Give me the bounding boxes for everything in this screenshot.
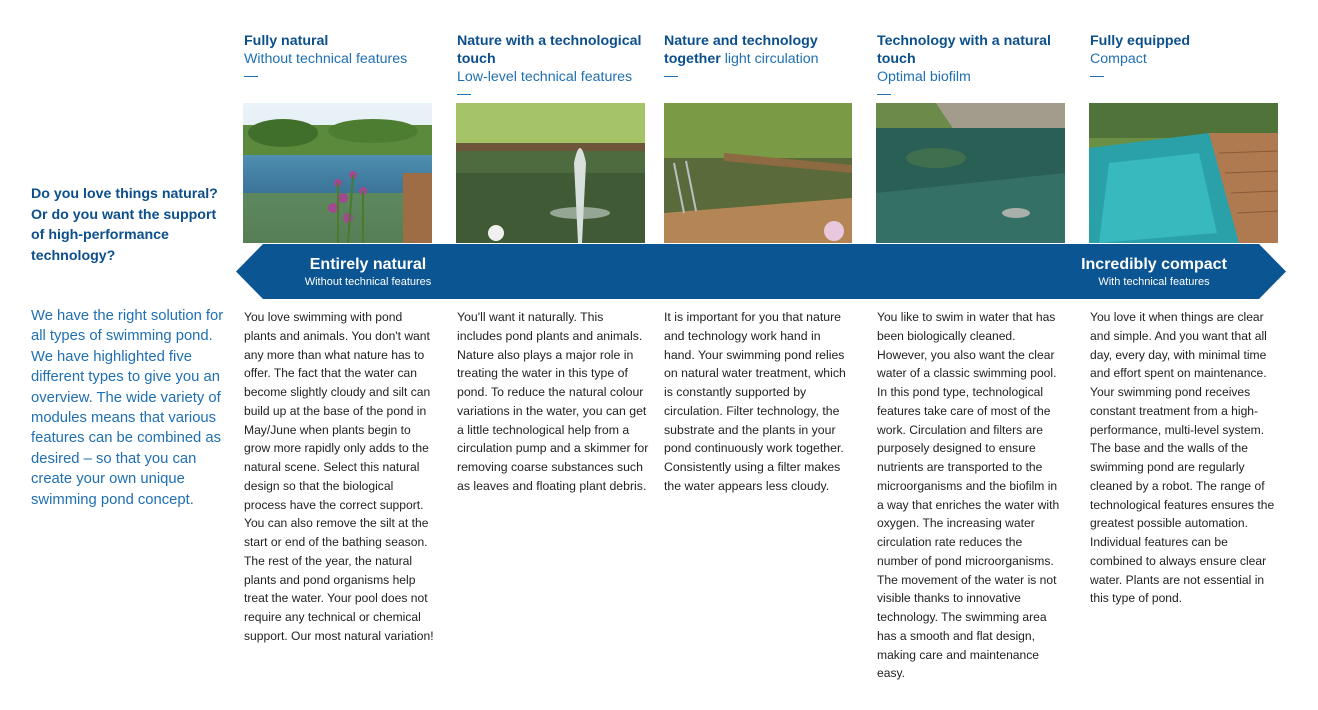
banner-left-main: Entirely natural <box>309 256 427 273</box>
column-subtitle: Optimal biofilm <box>877 69 971 85</box>
intro-text: We have the right solution for all types of swimming pond. We have highlighted five different types to give you an overview. The wide variety of modules means that various features can be combined as desired – so that you can create your own unique swimming pond concept. <box>31 308 224 508</box>
column-title: Fully natural <box>244 33 329 49</box>
column-text-technology-natural-touch: You like to swim in water that has been biologically cleaned. However, you also want the clear water of a classic swimming pool. In this pond type, technological features take care of most of the work. Circulation and filters are purposely designed to ensure nutrients are transported to the microorganisms and the biofilm in a way that enriches the water with oxygen. The increasing water circulation rate reduces the number of pond microorganisms. The movement of the water is not visible thanks to innovative technology. The swimming area has a smooth and flat design, making care and maintenance easy. <box>877 310 1060 681</box>
column-title: Fully equipped <box>1090 33 1191 49</box>
divider-dash <box>664 76 678 77</box>
column-header-fully-natural <box>244 32 434 77</box>
column-subtitle: Low-level technical features <box>457 69 633 85</box>
divider-dash <box>1090 76 1104 77</box>
column-text-nature-and-technology: It is important for you that nature and technology work hand in hand. Your swimming pond relies on natural water treatment, which is constantly supported by circulation. Filter technology, the substrate and the plants in your pond continuously work together. Consistently using a filter makes the water appears less cloudy. <box>664 310 846 493</box>
divider-dash <box>877 94 891 95</box>
column-subtitle: Without technical features <box>244 51 408 67</box>
column-title: Technology with a natural touch <box>877 33 1051 67</box>
photo-pond-with-ladder-and-deck <box>664 103 852 243</box>
column-text-fully-natural: You love swimming with pond plants and animals. You don't want any more than what nature has to offer. The fact that the water can become slightly cloudy and silt can build up at the base of the pond in May/June when plants begin to grow more rapidly only adds to the natural scene. Select this natural design so that the biological process have the correct support. You can also remove the silt at the start or end of the bathing season. The rest of the year, the natural plants and pond organisms help treat the water. Your pool does not require any technical or chemical support. Our most natural variation! <box>244 310 434 643</box>
banner-left-sub: Without technical features <box>304 276 432 288</box>
column-title-light: light circulation <box>724 51 819 67</box>
divider-dash <box>457 94 471 95</box>
column-header-fully-equipped <box>1090 32 1280 77</box>
intro-question: Do you love things natural? Or do you want the support of high-performance technology? <box>31 186 218 264</box>
banner-right-main: Incredibly compact <box>1081 256 1227 273</box>
column-title <box>664 32 854 68</box>
photo-pond-with-purple-flowers <box>243 103 432 243</box>
photo-pond-with-fountain <box>456 103 645 243</box>
banner-right-sub: With technical features <box>1098 276 1210 288</box>
column-title: Nature with a technological touch <box>457 33 642 67</box>
photo-clear-pool-with-wooden-deck <box>1089 103 1278 243</box>
photo-pond-with-stone-wall <box>876 103 1065 243</box>
column-title-bold: Nature and technology together <box>664 33 818 67</box>
banner-left-label <box>298 255 438 289</box>
banner-right-label <box>1074 255 1234 289</box>
column-text-fully-equipped: You love it when things are clear and simple. And you want that all day, every day, with minimal time and effort spent on maintenance. Your swimming pond receives constant treatment from a high-performance, multi-level system. The base and the walls of the swimming pond are regularly cleaned by a robot. The range of technological features ensures the greatest possible automation. Individual features can be combined to always ensure clear water. Plants are not essential in this type of pond. <box>1090 310 1275 606</box>
column-header-nature-and-technology <box>664 32 854 77</box>
column-header-nature-tech-touch <box>457 32 647 95</box>
column-text-nature-tech-touch: You'll want it naturally. This includes pond plants and animals. Nature also plays a major role in treating the water in this type of pond. To reduce the natural colour variations in the water, you can get a little technological help from a circulation pump and a skimmer for removing coarse substances such as leaves and floating plant debris. <box>457 310 649 493</box>
divider-dash <box>244 76 258 77</box>
column-header-technology-natural-touch <box>877 32 1067 95</box>
column-subtitle: Compact <box>1090 51 1147 67</box>
